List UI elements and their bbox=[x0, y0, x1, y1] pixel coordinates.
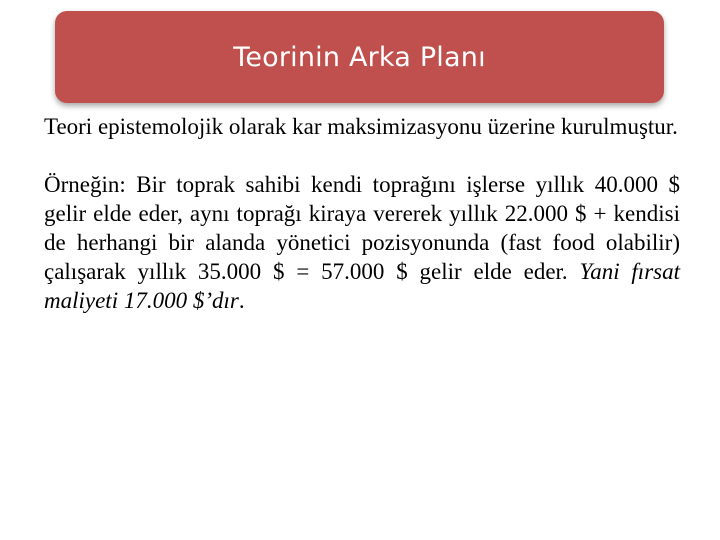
slide-title: Teorinin Arka Planı bbox=[233, 41, 486, 73]
paragraph-1: Teori epistemolojik olarak kar maksimizasyonu üzerine kurulmuştur. bbox=[44, 114, 678, 139]
body-text bbox=[44, 112, 680, 315]
paragraph-2-end: . bbox=[238, 288, 245, 313]
paragraph-2-text: Örneğin: Bir toprak sahibi kendi toprağını işlerse yıllık 40.000 $ gelir elde eder, aynı toprağı kiraya vererek yıllık 22.000 $ + kendisi de herhangi bir alanda yönetici pozisyonunda (fast food olabilir) çalışarak yıllık 35.000 $ = 57.000 $ gelir elde eder. bbox=[44, 172, 680, 284]
title-banner bbox=[55, 11, 664, 103]
paragraph-2-emphasis: Yani fırsat maliyeti 17.000 $’dır bbox=[44, 259, 680, 313]
paragraph-2 bbox=[44, 170, 680, 315]
